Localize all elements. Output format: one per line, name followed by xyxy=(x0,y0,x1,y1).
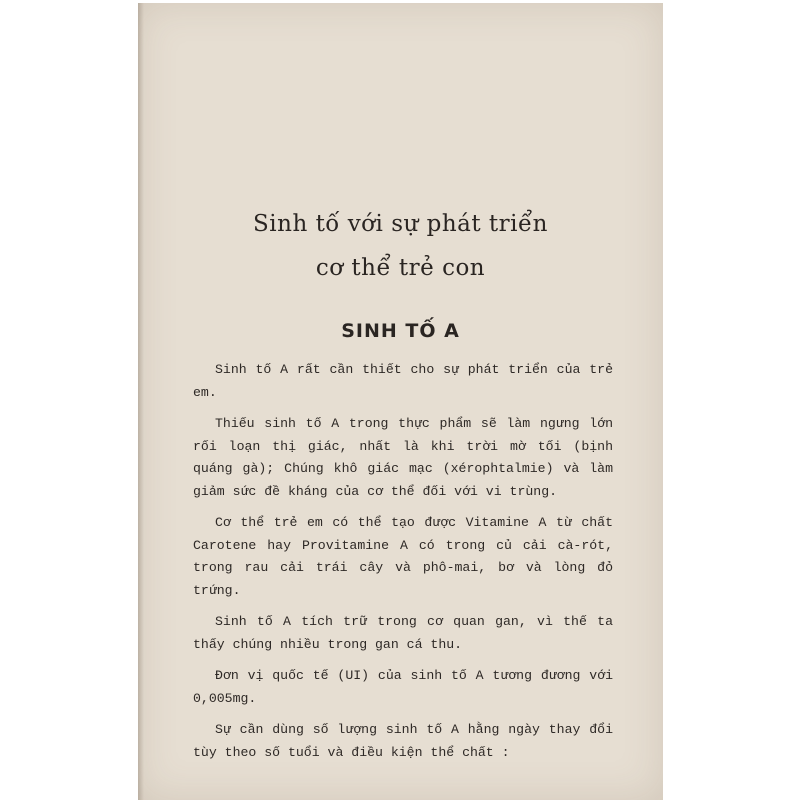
paragraph-4: Sinh tố A tích trữ trong cơ quan gan, vì thế ta thấy chúng nhiều trong gan cá thu. xyxy=(193,614,613,652)
paragraph-5: Đơn vị quốc tế (UI) của sinh tố A tương đương với 0,005mg. xyxy=(193,668,613,706)
book-page xyxy=(138,3,663,800)
section-heading: SINH TỐ A xyxy=(341,320,460,342)
paragraph-1: Sinh tố A rất cần thiết cho sự phát triển của trẻ em. xyxy=(193,362,613,400)
paragraph-2: Thiếu sinh tố A trong thực phẩm sẽ làm ngưng lớn rối loạn thị giác, nhất là khi trời mờ tối (bịnh quáng gà); Chúng khô giác mạc (xérophtalmie) và làm giảm sức đề kháng của cơ thể đối với vi trùng. xyxy=(193,416,613,499)
body-text xyxy=(193,359,613,773)
chapter-title-line-1: Sinh tố với sự phát triển xyxy=(253,211,548,237)
page-fold-shadow xyxy=(138,3,144,800)
paragraph-6: Sự cần dùng số lượng sinh tố A hằng ngày thay đổi tùy theo số tuổi và điều kiện thể chất : xyxy=(193,722,613,760)
paragraph-3: Cơ thể trẻ em có thể tạo được Vitamine A từ chất Carotene hay Provitamine A có trong củ cải cà-rót, trong rau cải trái cây và phô-mai, bơ và lòng đỏ trứng. xyxy=(193,515,613,598)
chapter-title-line-2: cơ thể trẻ con xyxy=(315,255,486,281)
